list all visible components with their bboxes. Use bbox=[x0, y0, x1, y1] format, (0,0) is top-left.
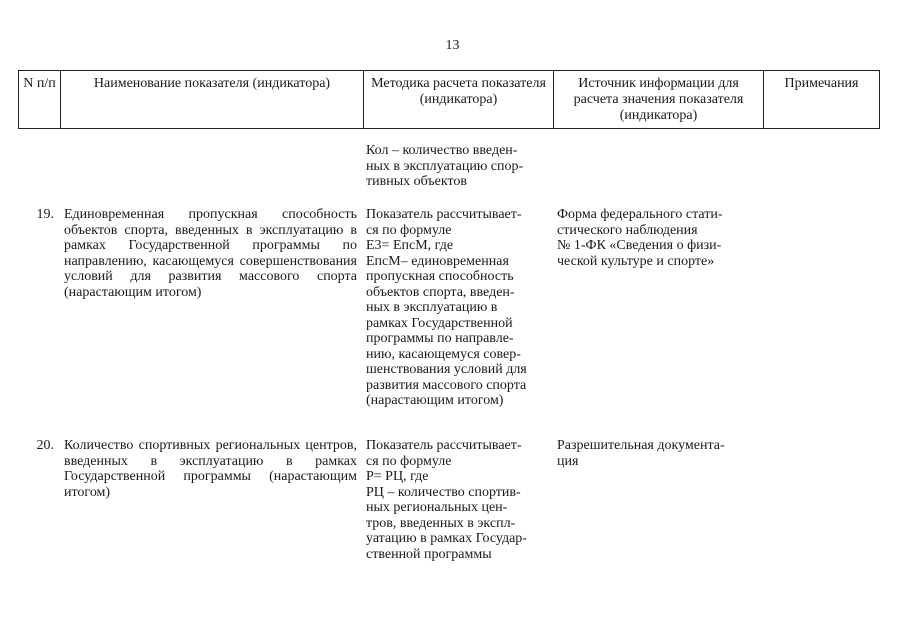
method-line: развития массового спорта bbox=[366, 377, 527, 393]
method-line: тров, введенных в экспл- bbox=[366, 515, 516, 531]
method-line: ственной программы bbox=[366, 546, 492, 562]
method-line: Р= РЦ, где bbox=[366, 469, 429, 484]
indicator-source bbox=[553, 438, 763, 469]
indicator-table-header bbox=[18, 70, 880, 129]
method-line: Показатель рассчитывает- bbox=[366, 438, 522, 453]
method-line: РЦ – количество спортив- bbox=[366, 484, 521, 500]
indicator-method bbox=[363, 438, 553, 562]
continuation-method bbox=[363, 143, 553, 190]
method-line: рамках Государственной bbox=[366, 315, 513, 331]
method-line: ся по формуле bbox=[366, 222, 452, 238]
method-line: ЕпсМ– единовременная bbox=[366, 253, 509, 269]
method-line: программы по направле- bbox=[366, 331, 514, 346]
method-line: тивных объектов bbox=[366, 174, 468, 189]
method-line: Показатель рассчитывает- bbox=[366, 207, 522, 222]
source-line: ция bbox=[557, 453, 579, 469]
method-line: Е3= ЕпсМ, где bbox=[366, 238, 454, 253]
table-row bbox=[18, 207, 879, 438]
header-col-method: Методика расчета показателя (индикатора) bbox=[364, 71, 554, 129]
method-line: пропускная способность bbox=[366, 269, 514, 284]
method-line: уатацию в рамках Государ- bbox=[366, 531, 527, 546]
header-col-num: N п/п bbox=[19, 71, 61, 129]
source-line: Форма федерального стати- bbox=[557, 207, 723, 222]
header-col-note: Примечания bbox=[764, 71, 880, 129]
row-number: 19. bbox=[36, 207, 54, 222]
row-number: 20. bbox=[36, 438, 54, 453]
header-col-name: Наименование показателя (индикатора) bbox=[61, 71, 364, 129]
page-number: 13 bbox=[445, 38, 460, 53]
header-col-source: Источник информации для расчета значения показателя (индикатора) bbox=[554, 71, 764, 129]
indicator-method bbox=[363, 207, 553, 409]
source-line: стического наблюдения bbox=[557, 222, 698, 238]
indicator-name: Единовременная пропускная способность объектов спорта, введенных в эксплуатацию в рамках Государственной программы по направлению, касающемуся совершенствования условий для развития массового спорта (нарастающим итогом) bbox=[64, 207, 357, 300]
source-line: ческой культуре и спорте» bbox=[557, 253, 715, 269]
method-line: ных в эксплуатацию в bbox=[366, 300, 498, 315]
method-line: (нарастающим итогом) bbox=[366, 393, 504, 408]
indicator-source bbox=[553, 207, 763, 269]
method-line: ных региональных цен- bbox=[366, 500, 508, 515]
method-line: Кол – количество введен- bbox=[366, 143, 518, 158]
method-line: ся по формуле bbox=[366, 453, 452, 469]
continuation-row bbox=[18, 143, 879, 207]
indicator-name: Количество спортивных региональных центров, введенных в эксплуатацию в рамках Государственной программы (нарастающим итогом) bbox=[64, 438, 357, 500]
source-line: № 1-ФК «Сведения о физи- bbox=[557, 238, 722, 253]
method-line: шенствования условий для bbox=[366, 362, 527, 377]
method-line: ных в эксплуатацию спор- bbox=[366, 158, 524, 174]
table-row bbox=[18, 438, 879, 588]
method-line: нию, касающемуся совер- bbox=[366, 346, 521, 362]
indicator-table-body bbox=[18, 143, 879, 588]
source-line: Разрешительная документа- bbox=[557, 438, 725, 453]
method-line: объектов спорта, введен- bbox=[366, 284, 515, 300]
